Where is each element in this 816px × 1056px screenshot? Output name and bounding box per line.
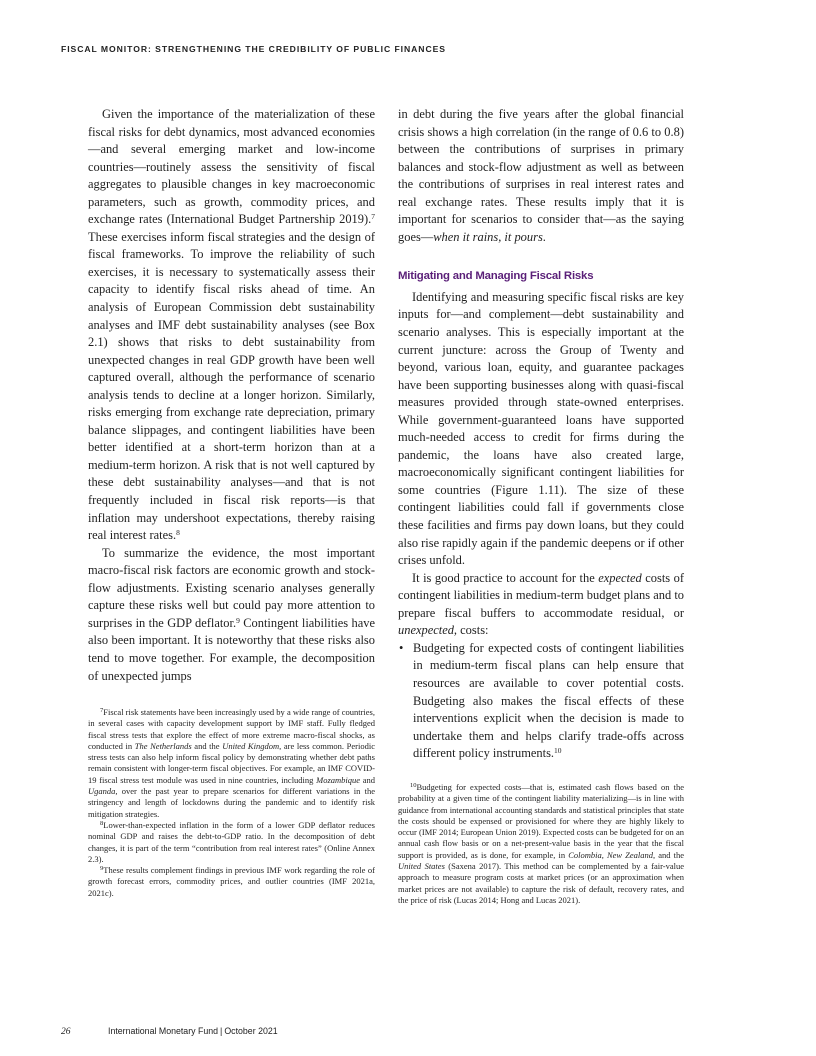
section-heading: Mitigating and Managing Fiscal Risks — [398, 270, 594, 283]
paragraph: To summarize the evidence, the most important macro-fiscal risk factors are economic growth and stock-flow adjustments. Existing scenario analyses generally capture these risks well but could pay more attention to surprises in the GDP deflator.$^9$ Contingent liabilities have also been important. It is noteworthy that these risks also tend to move together. For example, the decomposition of unexpected jumps — [88, 545, 375, 683]
paragraph: Identifying and measuring specific fiscal risks are key inputs for—and complement—debt sustainability and scenario analyses. This is especially important at the current juncture: across the Group of Twenty and beyond, various loan, equity, and guarantee packages have been supporting businesses along with quasi-fiscal measures provided through state-owned enterprises. While government-guaranteed loans have supported much-needed access to credit for firms during the pandemic, the loans have also created large, macroeconomically significant contingent liabilities for some countries (Figure 1.11). The size of these contingent liabilities could fall if governments close these facilities and firms pay down loans, but they could also rise rapidly again if the pandemic deepens or if other crises unfold. — [398, 289, 684, 568]
footnote: $^{10}$Budgeting for expected costs—that is, estimated cash flows based on the probability at a given time of the contingent liability materializing—is in line with guidance from international accounting standards and statistical principles that state the costs should be expensed or provisioned for where they are highly likely to occur (IMF 2014; European Union 2019). Expected costs can be budgeted for on an annual cash flow basis or on a net-present-value basis in the year that the fiscal support is provided, as is done, for example, in Colombia, New Zealand, and the United States (Saxena 2017). This method can be complemented by a fair-value approach to measure program costs at market prices (or an approximation when market prices are not available) to capture the risk of default, recovery rates, and the price of risk (Lucas 2014; Hong and Lucas 2021). — [398, 782, 684, 905]
footnote-ref[interactable]: 10 — [554, 746, 562, 756]
page-number: 26 — [61, 1027, 71, 1037]
left-column — [88, 106, 375, 685]
publication-date: October 2021 — [224, 1026, 278, 1036]
footnotes-right — [398, 782, 684, 906]
footnote-ref[interactable]: 8 — [176, 528, 180, 538]
footnotes-left — [88, 707, 375, 899]
footer-separator: | — [220, 1026, 223, 1036]
right-column — [398, 106, 684, 763]
bullet-list — [398, 640, 684, 763]
footnote: $^8$Lower-than-expected inflation in the form of a lower GDP deflator reduces nominal GDP and raises the debt-to-GDP ratio. In the decomposition of debt changes, it is part of the term “contribution from real interest rates” (Online Annex 2.3). — [88, 819, 375, 864]
footnote: $^7$Fiscal risk statements have been increasingly used by a wide range of countries, in several cases with capacity development support by IMF staff. Fully fledged fiscal stress tests that explore the effect of more extreme macro-fiscal shocks, as conducted in The Netherlands and the United Kingdom, are less common. Periodic stress tests can also help inform fiscal policy by demonstrating whether debt paths remain consistent with longer-term fiscal objectives. For example, an IMF COVID-19 fiscal stress test module was used in nine countries, including Mozambique and Uganda, over the past year to prepare scenarios for different variations in the stringency and length of lockdowns during the pandemic and to identify risk mitigation strategies. — [88, 707, 375, 819]
footnote-ref[interactable]: 7 — [371, 212, 375, 222]
bullet-icon: • — [399, 640, 404, 655]
paragraph: Given the importance of the materialization of these fiscal risks for debt dynamics, most advanced economies—and several emerging market and low-income countries—routinely assess the sensitivity of fiscal aggregates to plausible changes in key macroeconomic parameters, such as growth, commodity prices, and exchange rates (International Budget Partnership 2019).$^7$ These exercises inform fiscal strategies and the design of fiscal frameworks. To improve the reliability of such exercises, it is necessary to systematically assess their capacity to identify fiscal risks ahead of time. An analysis of European Commission debt sustainability analyses and IMF debt sustainability analyses (see Box 2.1) shows that risks to debt sustainability from unexpected changes in real GDP growth have been well captured overall, although the performance of scenario analysis tends to decline at a longer horizon. Similarly, risks emerging from exchange rate depreciation, primary balance slippages, and contingent liabilities have been better identified at a short-term horizon than at a medium-term horizon. A risk that is not well captured by these debt sustainability analyses—and that is not frequently included in fiscal risk reports—is that inflation may undershoot expectations, thereby raising real interest rates.$^8$ — [88, 107, 375, 543]
page-footer — [61, 1026, 278, 1037]
running-header: FISCAL MONITOR: STRENGTHENING THE CREDIBILITY OF PUBLIC FINANCES — [61, 44, 446, 54]
footnote: $^9$These results complement findings in previous IMF work regarding the role of growth forecast errors, commodity prices, and outlier countries (IMF 2021a, 2021c). — [88, 865, 375, 898]
list-item: • Budgeting for expected costs of contingent liabilities in medium-term fiscal plans can help ensure that resources are available to cover potential costs. Budgeting also makes the fiscal effects of these interventions explicit when the decision is made to undertake them and helps clarify trade-offs across different policy instruments.$^{10}$ — [399, 640, 684, 761]
publisher-name: International Monetary Fund — [108, 1026, 219, 1036]
paragraph: It is good practice to account for the expected costs of contingent liabilities in medium-term budget plans and to prepare fiscal buffers to accommodate residual, or unexpected, costs: — [398, 570, 684, 638]
footnote-ref[interactable]: 9 — [236, 615, 240, 625]
paragraph: in debt during the five years after the global financial crisis shows a high correlation (in the range of 0.6 to 0.8) between the contributions of surprises in primary balances and stock-flow adjustment as well as between the contributions of surprises in real interest rates and real exchange rates. These results imply that it is important for scenarios to consider that—as the saying goes—when it rains, it pours. — [398, 107, 684, 244]
